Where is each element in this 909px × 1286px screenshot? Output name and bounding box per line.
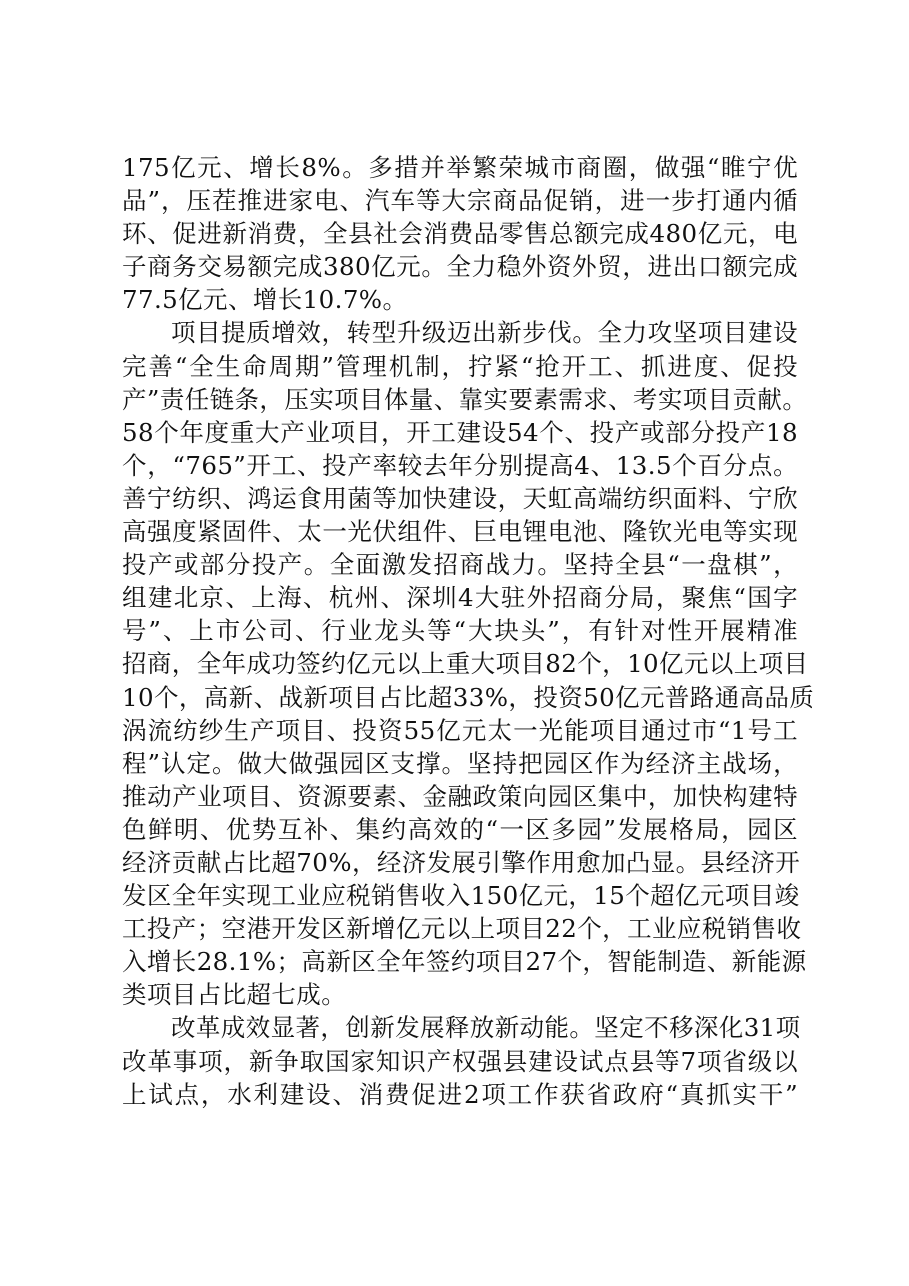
text-line: 个，“765”开工、投产率较去年分别提高4、13.5个百分点。: [122, 450, 798, 480]
text-line: 产”责任链条，压实项目体量、靠实要素需求、考实项目贡献。: [122, 384, 808, 414]
text-line: 子商务交易额完成380亿元。全力稳外资外贸，进出口额完成: [122, 252, 798, 282]
text-line: 上试点，水利建设、消费促进2项工作获省政府“真抓实干”: [122, 1079, 798, 1109]
text-line: 175亿元、增长8%。多措并举繁荣城市商圈，做强“睢宁优: [122, 153, 798, 182]
text-line: 招商，全年成功签约亿元以上重大项目82个，10亿元以上项目: [122, 649, 809, 679]
text-line: 58个年度重大产业项目，开工建设54个、投产或部分投产18: [122, 417, 798, 447]
text-line: 类项目占比超七成。: [122, 980, 347, 1010]
text-line: 改革事项，新争取国家知识产权强县建设试点县等7项省级以: [122, 1046, 798, 1076]
text-line: 发区全年实现工业应税销售收入150亿元，15个超亿元项目竣: [122, 881, 800, 911]
text-line: 经济贡献占比超70%，经济发展引擎作用愈加凸显。县经济开: [122, 847, 801, 877]
text-line: 投产或部分投产。全面激发招商战力。坚持全县“一盘棋”，: [122, 550, 798, 580]
text-line: 完善“全生命周期”管理机制，拧紧“抢开工、抓进度、促投: [122, 351, 798, 381]
text-line: 推动产业项目、资源要素、金融政策向园区集中，加快构建特: [122, 781, 798, 811]
text-line: 77.5亿元、增长10.7%。: [122, 285, 408, 315]
text-line: 善宁纺织、鸿运食用菌等加快建设，天虹高端纺织面料、宁欣: [122, 483, 798, 513]
text-line: 环、促进新消费，全县社会消费品零售总额完成480亿元，电: [122, 219, 798, 249]
paragraph-start-line: 项目提质增效，转型升级迈出新步伐。全力攻坚项目建设: [171, 318, 798, 348]
text-line: 高强度紧固件、太一光伏组件、巨电锂电池、隆钦光电等实现: [122, 517, 798, 547]
text-line: 程”认定。做大做强园区支撑。坚持把园区作为经济主战场，: [122, 748, 798, 778]
text-line: 10个，高新、战新项目占比超33%，投资50亿元普路通高品质: [122, 682, 815, 712]
text-line: 号”、上市公司、行业龙头等“大块头”，有针对性开展精准: [122, 616, 798, 646]
text-line: 入增长28.1%；高新区全年签约项目27个，智能制造、新能源: [122, 947, 807, 977]
text-line: 涡流纺纱生产项目、投资55亿元太一光能项目通过市“1号工: [122, 715, 798, 745]
text-line: 品”，压茬推进家电、汽车等大宗商品促销，进一步打通内循: [122, 186, 798, 216]
body-text: [122, 151, 815, 1111]
text-line: 组建北京、上海、杭州、深圳4大驻外招商分局，聚焦“国字: [122, 583, 798, 613]
paragraph-start-line: 改革成效显著，创新发展释放新动能。坚定不移深化31项: [171, 1013, 801, 1043]
text-line: 色鲜明、优势互补、集约高效的“一区多园”发展格局，园区: [122, 814, 798, 844]
text-line: 工投产；空港开发区新增亿元以上项目22个，工业应税销售收: [122, 914, 802, 944]
